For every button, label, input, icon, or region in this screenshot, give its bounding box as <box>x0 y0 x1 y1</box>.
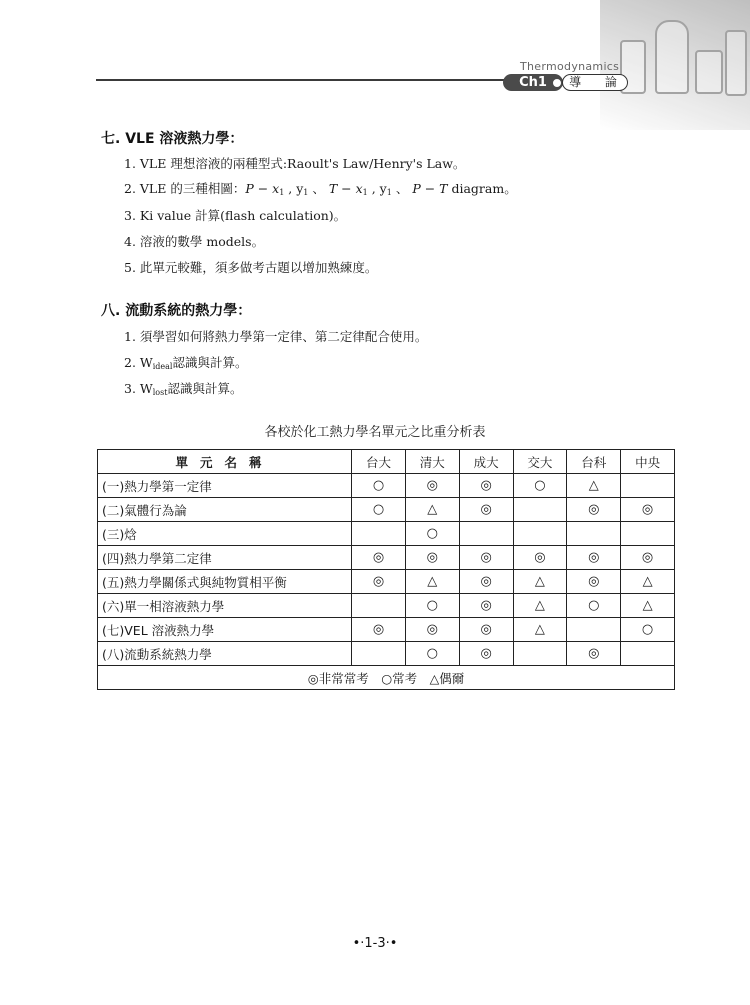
frequency-mark-cell: △ <box>405 498 459 522</box>
header-rule <box>96 79 506 81</box>
frequency-mark-cell: ○ <box>405 522 459 546</box>
table-row <box>98 570 675 594</box>
table-row <box>98 498 675 522</box>
frequency-mark-cell <box>621 642 675 666</box>
frequency-mark-cell <box>621 522 675 546</box>
frequency-mark-cell: ○ <box>621 618 675 642</box>
section-title-vle: 七. VLE 溶液熱力學： <box>101 131 244 147</box>
frequency-mark-cell <box>513 498 567 522</box>
frequency-mark-cell <box>352 522 406 546</box>
list-item: 3. Ki value 計算(flash calculation)。 <box>124 208 347 223</box>
frequency-mark-cell: △ <box>621 570 675 594</box>
school-header: 台科 <box>567 450 621 474</box>
unit-name-cell: (八)流動系統熱力學 <box>98 642 352 666</box>
school-header: 交大 <box>513 450 567 474</box>
unit-name-cell: (七)VEL 溶液熱力學 <box>98 618 352 642</box>
table-row <box>98 594 675 618</box>
frequency-mark-cell: ○ <box>405 642 459 666</box>
frequency-mark-cell: ○ <box>567 594 621 618</box>
frequency-mark-cell: △ <box>513 570 567 594</box>
frequency-mark-cell: ◎ <box>405 546 459 570</box>
frequency-mark-cell: ◎ <box>567 546 621 570</box>
frequency-mark-cell: ◎ <box>567 570 621 594</box>
diagram-p-x: P − x <box>245 181 280 196</box>
chapter-dot <box>552 78 562 88</box>
frequency-mark-cell: ◎ <box>405 474 459 498</box>
frequency-mark-cell: ◎ <box>352 570 406 594</box>
diagram-t-x: T − x <box>328 181 363 196</box>
frequency-mark-cell <box>352 642 406 666</box>
frequency-mark-cell: △ <box>621 594 675 618</box>
list-item-w-ideal: 2. $W_{ideal}$認識與計算。 <box>124 355 248 371</box>
list-item: 5. 此單元較難，須多做考古題以增加熟練度。 <box>124 260 378 275</box>
frequency-mark-cell: ◎ <box>459 642 513 666</box>
frequency-mark-cell: △ <box>405 570 459 594</box>
frequency-mark-cell: ◎ <box>352 546 406 570</box>
frequency-mark-cell <box>352 594 406 618</box>
frequency-mark-cell: ◎ <box>459 570 513 594</box>
header-subject: Thermodynamics <box>520 60 620 73</box>
frequency-mark-cell: △ <box>513 594 567 618</box>
table-header-row <box>98 450 675 474</box>
legend-row <box>98 666 675 690</box>
frequency-mark-cell <box>567 618 621 642</box>
frequency-mark-cell: ◎ <box>567 498 621 522</box>
frequency-mark-cell: ○ <box>352 498 406 522</box>
chapter-title: 導 論 <box>562 74 628 91</box>
frequency-mark-cell: ○ <box>352 474 406 498</box>
table-row <box>98 522 675 546</box>
school-header: 台大 <box>352 450 406 474</box>
frequency-mark-cell: ◎ <box>459 594 513 618</box>
frequency-mark-cell: ◎ <box>621 546 675 570</box>
school-header: 成大 <box>459 450 513 474</box>
frequency-mark-cell: ◎ <box>459 474 513 498</box>
frequency-mark-cell <box>567 522 621 546</box>
frequency-mark-cell: ◎ <box>352 618 406 642</box>
unit-name-header: 單元名稱 <box>98 450 352 474</box>
frequency-mark-cell: ◎ <box>405 618 459 642</box>
list-item-w-lost: 3. $W_{lost}$認識與計算。 <box>124 381 243 397</box>
unit-name-cell: (三)焓 <box>98 522 352 546</box>
list-item: 1. VLE 理想溶液的兩種型式:Raoult's Law/Henry's Law。 <box>124 156 466 171</box>
frequency-mark-cell: △ <box>513 618 567 642</box>
table-row <box>98 474 675 498</box>
frequency-mark-cell: ◎ <box>513 546 567 570</box>
phase-diagrams-lead: 2. VLE 的三種相圖： <box>124 181 246 196</box>
frequency-mark-cell: ○ <box>405 594 459 618</box>
frequency-mark-cell: ◎ <box>459 498 513 522</box>
unit-name-cell: (六)單一相溶液熱力學 <box>98 594 352 618</box>
unit-name-cell: (五)熱力學關係式與純物質相平衡 <box>98 570 352 594</box>
frequency-mark-cell: ◎ <box>459 618 513 642</box>
frequency-mark-cell <box>621 474 675 498</box>
header-lab-glassware-image <box>600 0 750 130</box>
frequency-mark-cell: ◎ <box>621 498 675 522</box>
school-header: 清大 <box>405 450 459 474</box>
unit-weight-table <box>97 449 675 690</box>
frequency-mark-cell: △ <box>567 474 621 498</box>
list-item: 1. 須學習如何將熱力學第一定律、第二定律配合使用。 <box>124 329 428 344</box>
table-caption: 各校於化工熱力學名單元之比重分析表 <box>264 425 486 440</box>
list-item: 4. 溶液的數學 models。 <box>124 234 265 249</box>
frequency-mark-cell <box>513 642 567 666</box>
frequency-mark-cell: ◎ <box>459 546 513 570</box>
frequency-mark-cell <box>513 522 567 546</box>
chapter-badge: Ch1 <box>503 74 563 91</box>
unit-name-cell: (一)熱力學第一定律 <box>98 474 352 498</box>
page-number: •·1-3·• <box>352 936 398 951</box>
table-row <box>98 642 675 666</box>
frequency-mark-cell <box>459 522 513 546</box>
unit-name-cell: (二)氣體行為論 <box>98 498 352 522</box>
list-item-phase-diagrams: 2. VLE 的三種相圖：$P - x_1$ , $y_1$ 、 $T - x_1$ , $y_1$ 、 P − T diagram。 <box>124 181 517 197</box>
table-row <box>98 546 675 570</box>
diagram-p-t: P − T <box>412 181 448 196</box>
table-row <box>98 618 675 642</box>
frequency-mark-cell: ○ <box>513 474 567 498</box>
unit-name-cell: (四)熱力學第二定律 <box>98 546 352 570</box>
section-title-flow: 八. 流動系統的熱力學： <box>101 303 252 319</box>
table-legend: ◎非常常考 ○常考 △偶爾 <box>98 666 675 690</box>
frequency-mark-cell: ◎ <box>567 642 621 666</box>
school-header: 中央 <box>621 450 675 474</box>
